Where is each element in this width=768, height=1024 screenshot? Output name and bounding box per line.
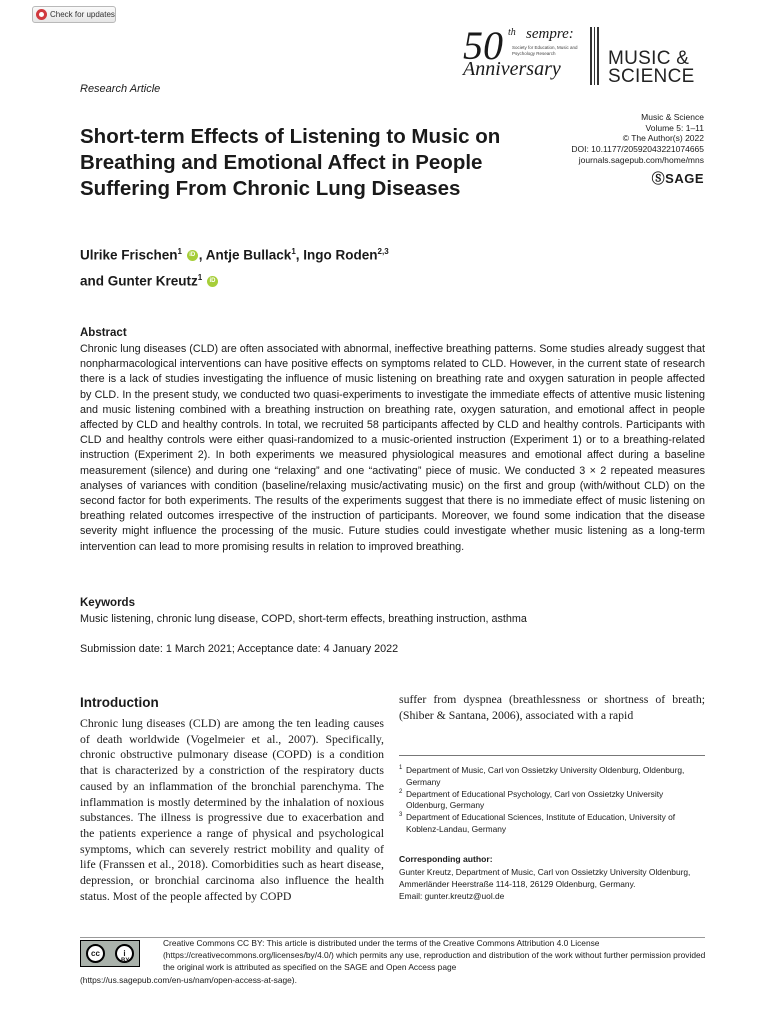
affiliations — [399, 765, 705, 836]
journal-logo-line1: MUSIC & — [608, 48, 690, 69]
license-url[interactable]: (https://us.sagepub.com/en-us/nam/open-access-at-sage). — [80, 975, 297, 985]
keywords-heading: Keywords — [80, 597, 135, 609]
affiliation-item: 1 Department of Music, Carl von Ossietzky University Oldenburg, Oldenburg, Germany — [399, 765, 685, 787]
abstract-text: Chronic lung diseases (CLD) are often associated with abnormal, ineffective breathing patterns. Some studies already suggest that nonpharmacological interventions can have positive effects on symptoms related to CLD. However, in the current state of research there is a lack of studies investigating the influence of music listening on breathing rate and oxygen saturation in people affected by CLD. In the present study, we conducted two quasi-experiments to investigate the immediate effects of attentive music listening and music listening combined with a breathing instruction on breathing rate, oxygen saturation, and emotional affect in people affected by CLD and healthy controls. In total, we recruited 58 participants affected by CLD and healthy controls. Participants with CLD and healthy controls were either quasi-randomized to a music-oriented instruction (Experiment 1) or to a breathing-related instruction (Experiment 2). In both experiments we measured physiological measures and emotional affect during a baseline measurement (silence) and during one “relaxing” and one “activating” piece of music. We conducted 3 × 2 repeated measures analyses of variances with condition (baseline/relaxing music/activating music) on the first and group (with/without CLD) on the second factor for both experiments. The results of the experiments suggest that there is no immediate effect of music listening on breathing related outcomes irrespective of the instruction of participants. Moreover, we found some indication that the disease severity might influence the processing of the music. Future studies could investigate whether music listening as a long-term intervention can lead to more promising results in relation to improved breathing. — [80, 343, 705, 553]
author-sep: , — [198, 247, 206, 263]
corresponding-author — [399, 867, 705, 902]
journal-name: Music & Science — [641, 112, 704, 122]
author-affil-sup: 2,3 — [377, 247, 389, 256]
introduction-heading: Introduction — [80, 695, 159, 710]
sage-icon: Ⓢ — [651, 171, 666, 186]
doi: DOI: 10.1177/20592043221074665 — [571, 144, 704, 155]
badge-by-label: BY — [121, 958, 130, 964]
crossmark-icon — [36, 9, 47, 20]
keywords-text: Music listening, chronic lung disease, COPD, short-term effects, breathing instruction, asthma — [80, 613, 527, 625]
corresponding-email[interactable]: Email: gunter.kreutz@uol.de — [399, 890, 505, 901]
journal-logo-line2: SCIENCE — [608, 66, 695, 87]
orcid-icon[interactable]: iD — [187, 250, 198, 261]
anniversary-word: Anniversary — [463, 58, 561, 80]
logo-divider — [590, 27, 600, 85]
author-affil-sup: 1 — [197, 272, 203, 282]
author-name[interactable]: Antje Bullack — [205, 247, 292, 263]
author-name[interactable]: Ingo Roden — [303, 247, 378, 263]
author-list — [80, 241, 500, 292]
check-for-updates-button[interactable] — [32, 6, 116, 23]
corresponding-author-heading: Corresponding author: — [399, 854, 493, 864]
submission-dates: Submission date: 1 March 2021; Acceptance date: 4 January 2022 — [80, 643, 399, 655]
corresponding-address: Gunter Kreutz, Department of Music, Carl von Ossietzky University Oldenburg, Ammerländer Heerstraße 114-118, 26129 Oldenburg, Germany. — [399, 867, 691, 889]
publisher-name: SAGE — [665, 171, 704, 186]
anniversary-superscript: th — [508, 27, 516, 38]
sempre-label: sempre: — [526, 26, 574, 42]
license-text: Creative Commons CC BY: This article is distributed under the terms of the Creative Commons Attribution 4.0 License (https://creativecommons.org/licenses/by/4.0/) which permits any use, reproduction and distribution of the work without further permission provided the original work is attributed as specified on the SAGE and Open Access page — [163, 938, 706, 973]
article-title: Short-term Effects of Listening to Music on Breathing and Emotional Affect in People Suffering From Chronic Lung Diseases — [80, 125, 501, 200]
cc-by-badge[interactable] — [80, 940, 140, 967]
sage-logo — [652, 168, 704, 187]
author-name[interactable]: Ulrike Frischen — [80, 247, 178, 263]
creative-commons-icon: cc — [86, 944, 105, 963]
anniversary-logo — [460, 23, 590, 82]
author-sep: , — [295, 247, 304, 263]
anniversary-number: 50 — [463, 23, 503, 68]
author-name[interactable]: and Gunter Kreutz — [80, 273, 198, 288]
author-affil-sup: 1 — [177, 247, 182, 256]
introduction-text-left: Chronic lung diseases (CLD) are among the ten leading causes of death worldwide (Vogelmeier et al., 2007). Specifically, chronic obstructive pulmonary disease (COPD) is a condition that is characterized by a constriction of the respiratory ducts caused by an inflammation of the bronchial parenchyma. The inflammation is mostly determined by the inhalation of noxious substances. The illness is progressive due to exacerbation and the patients experience a range of physical and psychological symptoms, which can severely restrict mobility and quality of life (Franssen et al., 2018). Comorbidities such as heart disease, depression, or bronchial carcinoma also influence the health status. Most of the people affected by COPD — [80, 716, 384, 903]
orcid-icon[interactable]: iD — [207, 276, 218, 287]
journal-logo — [608, 50, 708, 86]
abstract-heading: Abstract — [80, 327, 127, 339]
article-type: Research Article — [80, 83, 161, 95]
affiliation-item: 2 Department of Educational Psychology, Carl von Ossietzky University Oldenburg, Germany — [399, 788, 664, 811]
copyright: © The Author(s) 2022 — [622, 133, 704, 144]
author-affil-sup: 1 — [291, 247, 296, 256]
affiliation-item: 3 Department of Educational Sciences, Institute of Education, University of Koblenz-Landau, Germany — [399, 812, 676, 834]
attribution-icon: i — [115, 944, 134, 963]
introduction-text-right: suffer from dyspnea (breathlessness or shortness of breath; (Shiber & Santana, 2006), associated with a rapid — [399, 692, 705, 722]
check-for-updates-label: Check for updates — [50, 10, 115, 19]
journal-volume: Volume 5: 1–11 — [645, 122, 704, 133]
society-name: Society for Education, Music and Psychology Research — [512, 45, 578, 56]
footnote-rule — [399, 755, 705, 756]
journal-url[interactable]: journals.sagepub.com/home/mns — [578, 154, 704, 165]
